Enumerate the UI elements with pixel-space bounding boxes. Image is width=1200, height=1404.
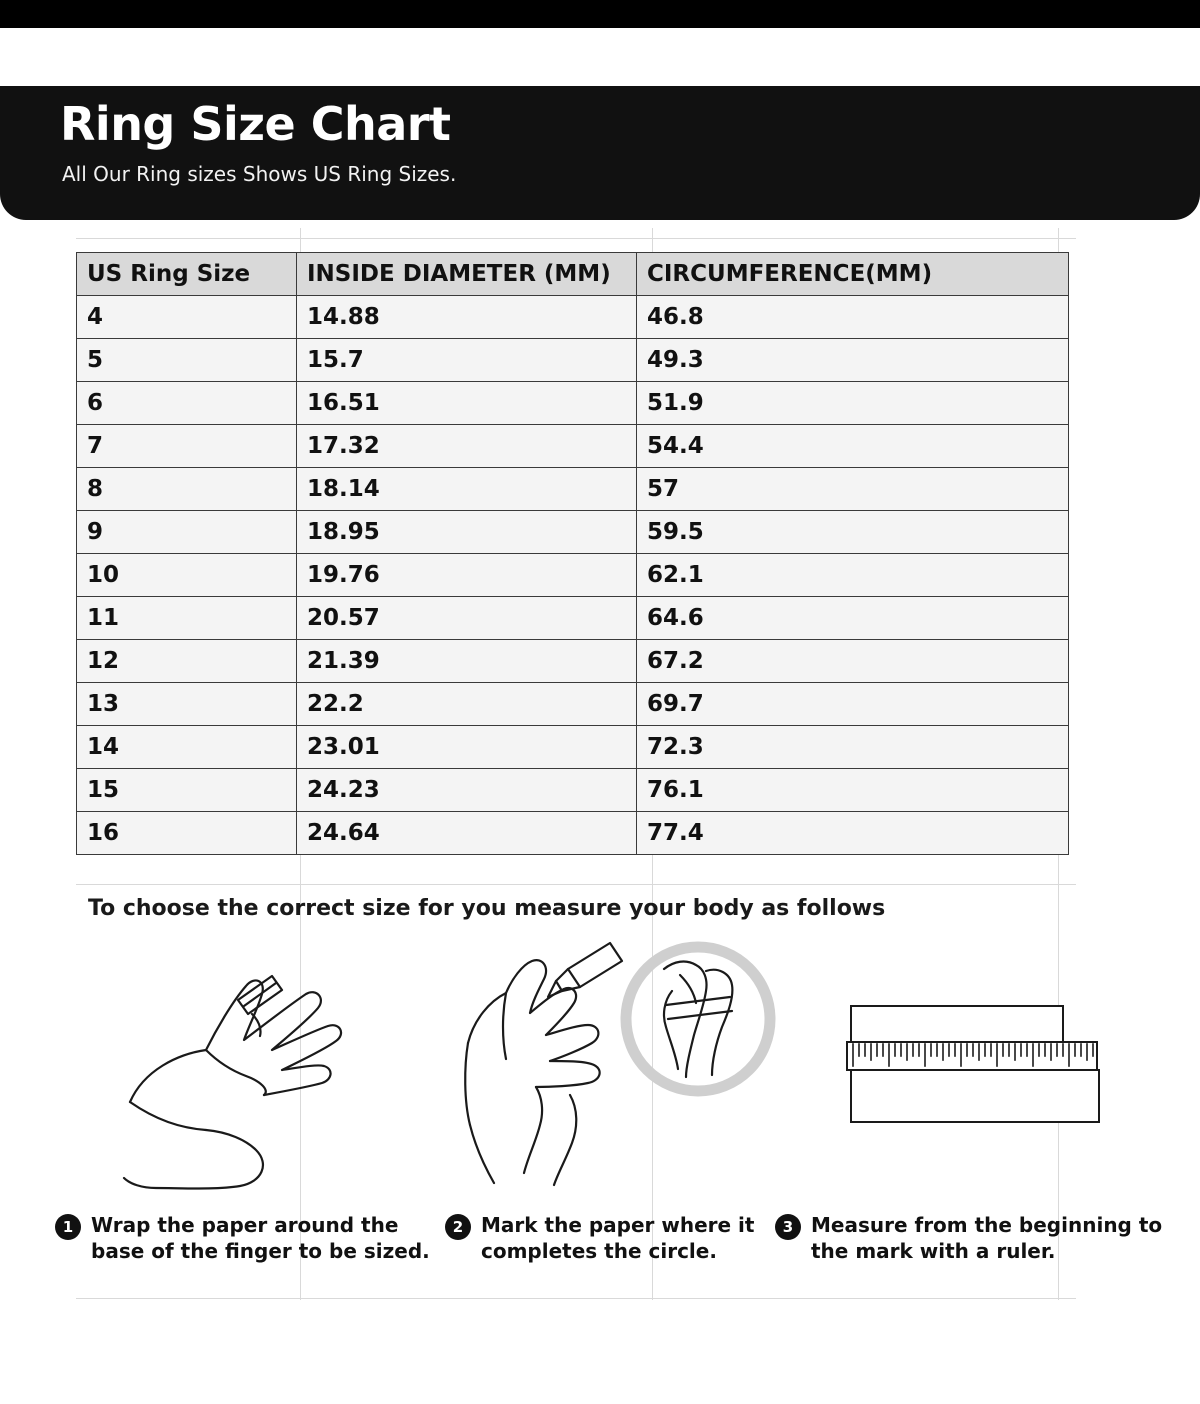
cell-us-ring-size: 12 — [77, 640, 297, 683]
cell-us-ring-size: 10 — [77, 554, 297, 597]
step-item — [775, 1212, 1175, 1265]
page-subtitle: All Our Ring sizes Shows US Ring Sizes. — [62, 162, 457, 186]
cell-us-ring-size: 14 — [77, 726, 297, 769]
table-row — [77, 554, 1069, 597]
ruler-illustration — [845, 1000, 1105, 1144]
cell-circumference: 62.1 — [637, 554, 1069, 597]
cell-inside-diameter: 17.32 — [297, 425, 637, 468]
background-guide-line — [76, 238, 1076, 239]
column-header-us-ring-size: US Ring Size — [77, 253, 297, 296]
table-body — [77, 296, 1069, 855]
cell-inside-diameter: 24.23 — [297, 769, 637, 812]
cell-circumference: 76.1 — [637, 769, 1069, 812]
step-text: Mark the paper where it completes the circle. — [481, 1213, 755, 1264]
cell-us-ring-size: 16 — [77, 812, 297, 855]
table-row — [77, 511, 1069, 554]
cell-us-ring-size: 5 — [77, 339, 297, 382]
table-row — [77, 468, 1069, 511]
cell-circumference: 51.9 — [637, 382, 1069, 425]
measure-instruction-note: To choose the correct size for you measure your body as follows — [88, 896, 886, 921]
cell-us-ring-size: 11 — [77, 597, 297, 640]
white-notch — [14, 28, 1186, 86]
cell-inside-diameter: 16.51 — [297, 382, 637, 425]
table-row — [77, 425, 1069, 468]
cell-inside-diameter: 22.2 — [297, 683, 637, 726]
hand-marking-paper-with-pencil-illustration — [450, 935, 790, 1209]
column-header-inside-diameter: INSIDE DIAMETER (MM) — [297, 253, 637, 296]
cell-inside-diameter: 20.57 — [297, 597, 637, 640]
cell-inside-diameter: 18.14 — [297, 468, 637, 511]
background-guide-line — [76, 1298, 1076, 1299]
hand-with-paper-strip-illustration — [120, 950, 380, 1204]
cell-inside-diameter: 24.64 — [297, 812, 637, 855]
table-row — [77, 597, 1069, 640]
steps-row — [55, 1212, 1175, 1265]
cell-circumference: 64.6 — [637, 597, 1069, 640]
cell-us-ring-size: 13 — [77, 683, 297, 726]
cell-us-ring-size: 9 — [77, 511, 297, 554]
table-row — [77, 769, 1069, 812]
cell-us-ring-size: 15 — [77, 769, 297, 812]
page-title: Ring Size Chart — [60, 97, 451, 151]
cell-circumference: 67.2 — [637, 640, 1069, 683]
cell-circumference: 49.3 — [637, 339, 1069, 382]
ring-size-table — [76, 252, 1069, 855]
cell-circumference: 59.5 — [637, 511, 1069, 554]
cell-us-ring-size: 8 — [77, 468, 297, 511]
step-item — [445, 1212, 775, 1265]
table-row — [77, 726, 1069, 769]
cell-us-ring-size: 4 — [77, 296, 297, 339]
cell-inside-diameter: 18.95 — [297, 511, 637, 554]
cell-circumference: 57 — [637, 468, 1069, 511]
step-number-badge: 3 — [775, 1214, 801, 1240]
step-item — [55, 1212, 445, 1265]
table-row — [77, 382, 1069, 425]
cell-inside-diameter: 21.39 — [297, 640, 637, 683]
cell-us-ring-size: 7 — [77, 425, 297, 468]
step-text: Measure from the beginning to the mark with a ruler. — [811, 1213, 1163, 1264]
step-number-badge: 1 — [55, 1214, 81, 1240]
cell-inside-diameter: 15.7 — [297, 339, 637, 382]
cell-circumference: 77.4 — [637, 812, 1069, 855]
column-header-circumference: CIRCUMFERENCE(MM) — [637, 253, 1069, 296]
table-row — [77, 683, 1069, 726]
cell-inside-diameter: 19.76 — [297, 554, 637, 597]
cell-inside-diameter: 14.88 — [297, 296, 637, 339]
cell-circumference: 72.3 — [637, 726, 1069, 769]
ring-size-table-container — [76, 252, 1068, 855]
cell-us-ring-size: 6 — [77, 382, 297, 425]
cell-circumference: 46.8 — [637, 296, 1069, 339]
table-row — [77, 339, 1069, 382]
cell-circumference: 69.7 — [637, 683, 1069, 726]
top-black-band — [0, 0, 1200, 28]
table-row — [77, 640, 1069, 683]
step-text: Wrap the paper around the base of the finger to be sized. — [91, 1213, 430, 1264]
table-row — [77, 812, 1069, 855]
background-guide-line — [76, 884, 1076, 885]
header-banner — [0, 86, 1200, 220]
table-header-row — [77, 253, 1069, 296]
cell-inside-diameter: 23.01 — [297, 726, 637, 769]
table-row — [77, 296, 1069, 339]
cell-circumference: 54.4 — [637, 425, 1069, 468]
step-number-badge: 2 — [445, 1214, 471, 1240]
